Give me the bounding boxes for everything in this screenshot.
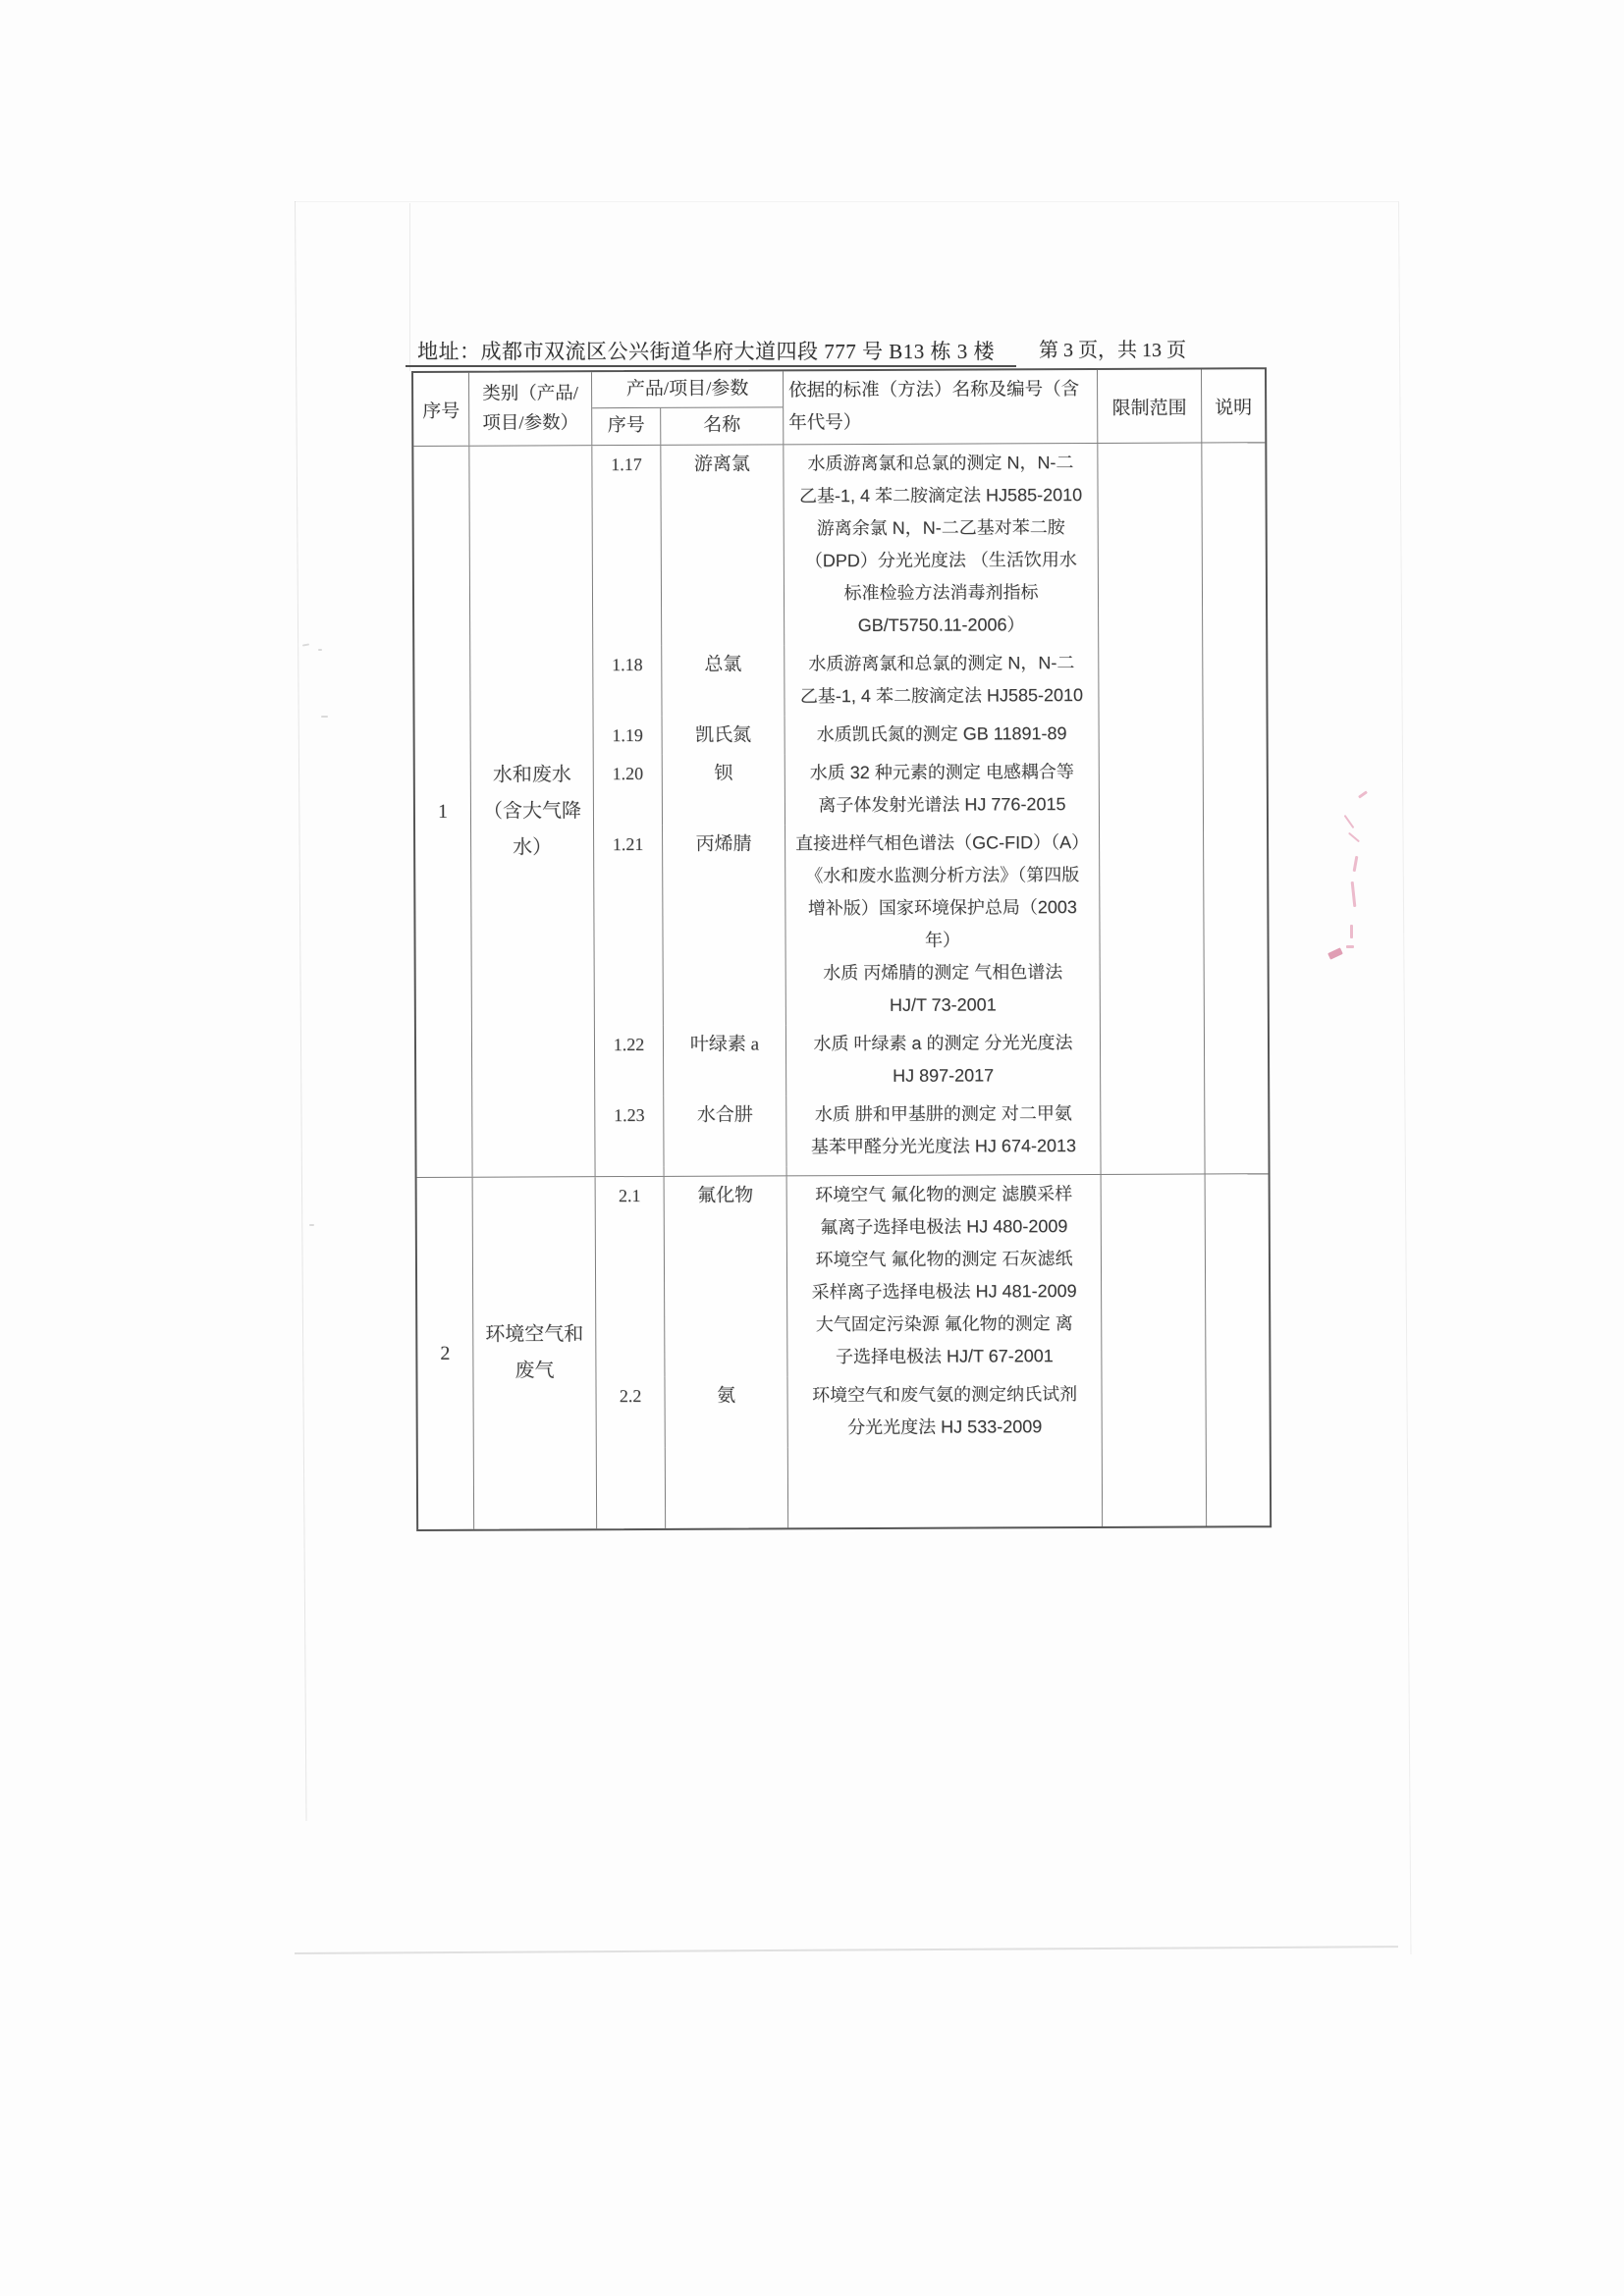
header-product-group-label: 产品/项目/参数 xyxy=(592,371,783,408)
section-note-cell xyxy=(1206,1174,1271,1525)
fold-shadow-line xyxy=(409,203,410,371)
standard-cell xyxy=(785,715,1100,754)
standard-line: 环境空气和废气氨的测定纳氏试剂 xyxy=(812,1384,1078,1406)
header-product-group xyxy=(592,371,784,445)
standard-line: 水质游离氯和总氯的测定 N，N-二 xyxy=(808,653,1075,674)
parameter-name: 氨 xyxy=(665,1376,787,1448)
standard-line: 直接进样气相色谱法（GC-FID）（A） xyxy=(795,831,1090,854)
standard-line: 水质 肼和甲基肼的测定 对二甲氨 xyxy=(814,1103,1072,1125)
parameter-seq: 1.19 xyxy=(594,717,663,755)
filler-row xyxy=(597,1446,1103,1528)
table-header-row xyxy=(413,369,1265,447)
section-limit-cell xyxy=(1102,1174,1208,1525)
parameter-row xyxy=(595,1095,1101,1167)
parameter-seq: 1.18 xyxy=(593,646,662,717)
standard-cell xyxy=(785,753,1100,825)
paper-edge-line-right xyxy=(1398,201,1411,1954)
standard-line: 采样离子选择电极法 HJ 481-2009 xyxy=(811,1281,1077,1303)
paper-edge-line-left xyxy=(295,201,307,1821)
parameter-seq: 1.20 xyxy=(594,755,663,826)
standard-cell xyxy=(786,1024,1101,1095)
standard-cell xyxy=(785,824,1101,1025)
filler-cell xyxy=(787,1165,1102,1175)
header-standard xyxy=(784,370,1098,444)
header-seq: 序号 xyxy=(413,373,469,446)
standard-line: 水质 丙烯腈的测定 气相色谱法 xyxy=(823,962,1063,984)
parameter-name: 水合肼 xyxy=(664,1095,786,1167)
scan-speck xyxy=(318,649,322,651)
category-line: 水） xyxy=(513,835,553,859)
filler-cell xyxy=(788,1446,1103,1527)
standards-table xyxy=(411,367,1272,1531)
section-items xyxy=(596,1175,1104,1528)
standard-cell xyxy=(785,644,1099,716)
red-ink-artifact xyxy=(1346,945,1354,948)
standard-line: GB/T5750.11-2006） xyxy=(857,614,1025,636)
filler-cell xyxy=(597,1448,666,1528)
red-ink-artifact xyxy=(1353,856,1359,872)
section-limit-cell xyxy=(1098,443,1205,1173)
section-category xyxy=(473,1177,598,1529)
header-category-line1: 类别（产品/ xyxy=(482,384,578,404)
standard-line: 乙基-1, 4 苯二胺滴定法 HJ585-2010 xyxy=(798,485,1083,507)
section-seq: 1 xyxy=(413,447,472,1177)
paper-edge-line-top xyxy=(295,201,1398,202)
standard-line: 水质游离氯和总氯的测定 N，N-二 xyxy=(807,453,1074,474)
parameter-row xyxy=(596,1175,1103,1377)
standard-line: 水质凯氏氮的测定 GB 11891-89 xyxy=(816,723,1067,745)
parameter-seq: 1.23 xyxy=(595,1096,664,1167)
section-items xyxy=(592,444,1101,1176)
standard-line: HJ/T 73-2001 xyxy=(889,994,997,1015)
standard-cell xyxy=(787,1375,1102,1447)
standard-line: 水质 叶绿素 a 的测定 分光光度法 xyxy=(813,1033,1073,1054)
scan-speck xyxy=(302,643,309,646)
parameter-name: 氟化物 xyxy=(665,1176,788,1377)
standard-cell xyxy=(787,1175,1103,1376)
parameter-row xyxy=(594,824,1101,1026)
red-ink-artifact xyxy=(1351,881,1357,907)
parameter-name: 游离氯 xyxy=(661,445,785,646)
parameter-name: 丙烯腈 xyxy=(663,825,786,1026)
standard-line: （DPD）分光光度法 （生活饮用水 xyxy=(804,550,1077,571)
standard-line: 大气固定污染源 氟化物的测定 离 xyxy=(815,1313,1073,1335)
header-category-line2: 项目/参数） xyxy=(482,413,579,434)
standard-line: 分光光度法 HJ 533-2009 xyxy=(847,1416,1043,1438)
parameter-name: 凯氏氮 xyxy=(663,716,785,755)
red-ink-artifact xyxy=(1344,815,1355,828)
standard-line: 水质 32 种元素的测定 电感耦合等 xyxy=(809,762,1074,783)
scan-speck xyxy=(309,1224,314,1226)
standard-line: 子选择电极法 HJ/T 67-2001 xyxy=(835,1346,1054,1367)
header-limit: 限制范围 xyxy=(1098,369,1202,442)
section-seq: 2 xyxy=(417,1178,475,1529)
standard-line: 《水和废水监测分析方法》（第四版 xyxy=(805,865,1080,886)
header-standard-line1: 依据的标准（方法）名称及编号（含 xyxy=(788,380,1080,401)
address-underline xyxy=(406,365,1016,367)
header-product-seq: 序号 xyxy=(592,408,661,445)
paper-edge-line-bottom xyxy=(295,1946,1398,1954)
red-ink-artifact xyxy=(1350,925,1353,938)
parameter-seq: 1.22 xyxy=(595,1026,664,1096)
header-product-subrow xyxy=(592,407,783,445)
standard-line: 环境空气 氟化物的测定 滤膜采样 xyxy=(815,1184,1073,1205)
header-category xyxy=(469,372,592,446)
standard-line: 年） xyxy=(924,930,961,950)
parameter-row xyxy=(594,753,1100,826)
page-number: 第 3 页，共 13 页 xyxy=(1039,340,1186,361)
parameter-row xyxy=(592,444,1099,646)
table-section-water xyxy=(413,443,1268,1177)
parameter-seq: 1.17 xyxy=(592,446,662,646)
category-line: 环境空气和 xyxy=(485,1323,584,1346)
parameter-row xyxy=(593,644,1099,717)
section-note-cell xyxy=(1202,443,1268,1173)
parameter-name: 总氯 xyxy=(662,645,785,717)
red-ink-artifact xyxy=(1358,790,1368,798)
parameter-row xyxy=(594,715,1100,755)
parameter-seq: 2.1 xyxy=(596,1177,666,1377)
filler-cell xyxy=(665,1166,787,1176)
parameter-row xyxy=(595,1024,1101,1096)
standard-line: HJ 897-2017 xyxy=(893,1065,995,1086)
parameter-seq: 1.21 xyxy=(594,826,664,1026)
section-category xyxy=(469,446,595,1177)
standard-cell xyxy=(786,1095,1101,1166)
parameter-name: 钡 xyxy=(663,754,785,826)
standard-line: 乙基-1, 4 苯二胺滴定法 HJ585-2010 xyxy=(799,685,1084,707)
filler-cell xyxy=(666,1447,788,1528)
header-product-name: 名称 xyxy=(703,414,741,436)
standard-line: 增补版）国家环境保护总局（2003 xyxy=(807,897,1077,919)
standard-cell xyxy=(784,444,1099,645)
red-ink-artifact xyxy=(1327,947,1343,959)
red-ink-artifact xyxy=(1348,832,1360,843)
filler-cell xyxy=(596,1167,665,1176)
standard-line: 环境空气 氟化物的测定 石灰滤纸 xyxy=(815,1249,1073,1270)
parameter-name: 叶绿素 a xyxy=(664,1025,786,1096)
category-line: （含大气降 xyxy=(482,799,582,823)
standard-line: 基苯甲醛分光光度法 HJ 674-2013 xyxy=(810,1136,1077,1157)
header-standard-line2: 年代号） xyxy=(788,413,862,434)
scan-speck xyxy=(321,716,328,718)
category-line: 废气 xyxy=(514,1360,555,1382)
parameter-row xyxy=(596,1375,1102,1448)
standard-line: 氟离子选择电极法 HJ 480-2009 xyxy=(820,1216,1068,1238)
header-note: 说明 xyxy=(1215,397,1253,418)
standard-line: 离子体发射光谱法 HJ 776-2015 xyxy=(818,794,1066,816)
standard-line: 游离余氯 N，N-二乙基对苯二胺 xyxy=(816,517,1065,539)
table-section-air xyxy=(417,1173,1271,1529)
address-line: 地址：成都市双流区公兴街道华府大道四段 777 号 B13 栋 3 楼 xyxy=(417,340,996,363)
category-line: 水和废水 xyxy=(492,763,571,786)
parameter-seq: 2.2 xyxy=(596,1377,665,1448)
standard-line: 标准检验方法消毒剂指标 xyxy=(843,582,1039,604)
